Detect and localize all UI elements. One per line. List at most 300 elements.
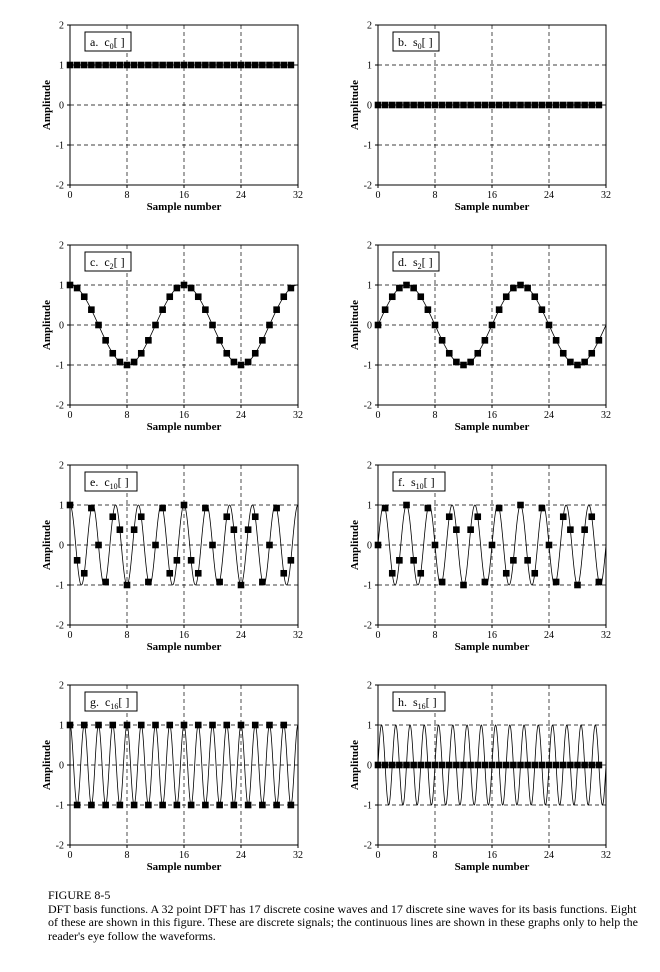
y-tick-label: 0: [59, 320, 64, 332]
x-tick-label: 16: [179, 630, 189, 641]
chart-d: [349, 241, 611, 434]
data-point: [231, 802, 238, 809]
data-point: [138, 722, 145, 729]
x-tick-label: 24: [236, 630, 246, 641]
y-tick-label: -2: [363, 400, 372, 412]
data-point: [188, 285, 195, 292]
data-point: [95, 322, 102, 329]
y-axis-label: Amplitude: [349, 739, 361, 791]
data-point: [195, 570, 202, 577]
data-point: [403, 102, 410, 109]
chart-f: [349, 461, 611, 654]
data-point: [396, 762, 403, 769]
data-point: [574, 362, 581, 369]
data-point: [560, 513, 567, 520]
data-point: [417, 570, 424, 577]
data-point: [482, 337, 489, 344]
data-point: [181, 282, 188, 289]
data-point: [131, 526, 138, 533]
data-point: [245, 526, 252, 533]
data-point: [567, 526, 574, 533]
data-point: [209, 542, 216, 549]
x-tick-label: 32: [293, 190, 303, 201]
x-tick-label: 24: [544, 190, 554, 201]
data-point: [81, 293, 88, 300]
y-tick-label: 0: [59, 540, 64, 552]
y-tick-label: 2: [59, 240, 64, 252]
x-tick-label: 0: [375, 410, 381, 421]
data-point: [596, 762, 603, 769]
data-point: [539, 306, 546, 313]
data-point: [238, 362, 245, 369]
chart-title: b. $s_0$[ ]: [398, 35, 433, 51]
x-axis-label: Sample number: [146, 201, 222, 213]
data-point: [517, 102, 524, 109]
data-point: [159, 306, 166, 313]
data-point: [460, 762, 467, 769]
data-point: [174, 557, 181, 564]
data-point: [95, 722, 102, 729]
data-point: [252, 62, 259, 69]
figure-title: FIGURE 8-5: [48, 888, 111, 902]
data-point: [596, 102, 603, 109]
data-point: [102, 337, 109, 344]
data-point: [446, 513, 453, 520]
data-point: [396, 285, 403, 292]
data-point: [266, 322, 273, 329]
data-point: [539, 505, 546, 512]
data-point: [460, 102, 467, 109]
data-point: [403, 502, 410, 509]
data-point: [496, 505, 503, 512]
data-point: [539, 762, 546, 769]
data-point: [560, 102, 567, 109]
data-point: [245, 359, 252, 366]
data-point: [145, 802, 152, 809]
data-point: [524, 102, 531, 109]
data-point: [259, 62, 266, 69]
data-point: [273, 306, 280, 313]
data-point: [474, 762, 481, 769]
data-point: [266, 542, 273, 549]
data-point: [288, 62, 295, 69]
x-tick-label: 32: [601, 850, 611, 861]
chart-a: [41, 21, 303, 214]
data-point: [216, 337, 223, 344]
data-point: [109, 513, 116, 520]
data-point: [425, 505, 432, 512]
data-point: [467, 526, 474, 533]
data-point: [474, 513, 481, 520]
x-tick-label: 32: [601, 410, 611, 421]
data-point: [223, 350, 230, 357]
data-point: [166, 293, 173, 300]
data-point: [553, 102, 560, 109]
data-point: [138, 350, 145, 357]
y-tick-label: -1: [55, 140, 64, 152]
x-tick-label: 32: [601, 630, 611, 641]
data-point: [81, 570, 88, 577]
data-point: [439, 337, 446, 344]
data-point: [588, 762, 595, 769]
data-point: [382, 102, 389, 109]
data-point: [138, 62, 145, 69]
y-tick-label: 0: [367, 540, 372, 552]
data-point: [524, 285, 531, 292]
data-point: [124, 362, 131, 369]
data-point: [102, 579, 109, 586]
x-axis-label: Sample number: [454, 201, 530, 213]
data-point: [117, 359, 124, 366]
data-point: [74, 285, 81, 292]
data-point: [524, 557, 531, 564]
y-tick-label: 1: [367, 60, 372, 72]
data-point: [88, 62, 95, 69]
x-tick-label: 8: [432, 850, 438, 861]
data-point: [588, 102, 595, 109]
data-point: [131, 802, 138, 809]
data-point: [531, 102, 538, 109]
data-point: [567, 102, 574, 109]
data-point: [453, 526, 460, 533]
data-point: [188, 62, 195, 69]
chart-h: [349, 681, 611, 874]
data-point: [588, 513, 595, 520]
data-point: [288, 285, 295, 292]
data-point: [489, 322, 496, 329]
x-axis-label: Sample number: [454, 861, 530, 873]
data-point: [524, 762, 531, 769]
data-point: [425, 306, 432, 313]
data-point: [581, 526, 588, 533]
data-point: [174, 802, 181, 809]
data-point: [389, 570, 396, 577]
data-point: [453, 102, 460, 109]
y-tick-label: 1: [367, 720, 372, 732]
chart-title: g. $c_{16}$[ ]: [90, 695, 130, 711]
data-point: [432, 102, 439, 109]
data-point: [288, 557, 295, 564]
y-tick-label: 0: [367, 100, 372, 112]
y-tick-label: -1: [363, 580, 372, 592]
data-point: [503, 293, 510, 300]
y-tick-label: -2: [55, 400, 64, 412]
x-tick-label: 0: [67, 630, 73, 641]
chart-b: [349, 21, 611, 214]
data-point: [460, 362, 467, 369]
data-point: [195, 722, 202, 729]
data-point: [531, 293, 538, 300]
data-point: [181, 502, 188, 509]
data-point: [439, 102, 446, 109]
data-point: [188, 557, 195, 564]
data-point: [560, 350, 567, 357]
data-point: [166, 722, 173, 729]
y-axis-label: Amplitude: [349, 79, 361, 131]
y-tick-label: 1: [59, 500, 64, 512]
data-point: [439, 762, 446, 769]
x-tick-label: 0: [67, 850, 73, 861]
y-tick-label: -1: [55, 360, 64, 372]
data-point: [460, 582, 467, 589]
y-tick-label: -2: [55, 180, 64, 192]
y-tick-label: 1: [59, 720, 64, 732]
data-point: [432, 762, 439, 769]
y-tick-label: 2: [59, 460, 64, 472]
data-point: [145, 579, 152, 586]
data-point: [266, 62, 273, 69]
data-point: [159, 802, 166, 809]
data-point: [531, 570, 538, 577]
data-point: [152, 322, 159, 329]
data-point: [245, 802, 252, 809]
data-point: [109, 62, 116, 69]
y-tick-label: 0: [59, 100, 64, 112]
data-point: [81, 62, 88, 69]
x-axis-label: Sample number: [146, 421, 222, 433]
data-point: [202, 505, 209, 512]
x-tick-label: 8: [124, 850, 130, 861]
data-point: [453, 762, 460, 769]
data-point: [560, 762, 567, 769]
data-point: [539, 102, 546, 109]
data-point: [581, 762, 588, 769]
data-point: [517, 762, 524, 769]
data-point: [489, 762, 496, 769]
data-point: [117, 802, 124, 809]
data-point: [174, 62, 181, 69]
x-tick-label: 8: [124, 630, 130, 641]
data-point: [124, 582, 131, 589]
figure-caption-text: DFT basis functions. A 32 point DFT has 17 discrete cosine waves and 17 discrete sine waves for its basis functions. Eight of these are shown in this figure. These are discrete signals; the continuous lines are shown in these graphs only to help the reader's eye follow the waveforms.: [48, 901, 638, 943]
data-point: [152, 62, 159, 69]
data-point: [482, 579, 489, 586]
data-point: [280, 62, 287, 69]
y-axis-label: Amplitude: [349, 519, 361, 571]
x-tick-label: 16: [487, 630, 497, 641]
data-point: [417, 762, 424, 769]
data-point: [496, 762, 503, 769]
data-point: [231, 359, 238, 366]
chart-e: [41, 461, 303, 654]
data-point: [510, 557, 517, 564]
x-tick-label: 24: [236, 190, 246, 201]
y-axis-label: Amplitude: [349, 299, 361, 351]
data-point: [496, 102, 503, 109]
data-point: [159, 62, 166, 69]
data-point: [482, 762, 489, 769]
data-point: [489, 542, 496, 549]
data-point: [231, 526, 238, 533]
data-point: [596, 579, 603, 586]
data-point: [510, 285, 517, 292]
data-point: [474, 102, 481, 109]
x-tick-label: 0: [67, 190, 73, 201]
chart-title: h. $s_{16}$[ ]: [398, 695, 437, 711]
data-point: [259, 802, 266, 809]
data-point: [446, 762, 453, 769]
y-tick-label: -1: [363, 800, 372, 812]
data-point: [195, 293, 202, 300]
y-tick-label: 1: [59, 60, 64, 72]
data-point: [531, 762, 538, 769]
data-point: [510, 762, 517, 769]
data-point: [238, 582, 245, 589]
y-tick-label: -2: [55, 620, 64, 632]
y-tick-label: 2: [59, 680, 64, 692]
data-point: [109, 350, 116, 357]
data-point: [223, 513, 230, 520]
data-point: [166, 570, 173, 577]
data-point: [188, 802, 195, 809]
data-point: [446, 102, 453, 109]
data-point: [389, 102, 396, 109]
x-tick-label: 24: [236, 410, 246, 421]
data-point: [124, 62, 131, 69]
data-point: [223, 62, 230, 69]
data-point: [216, 802, 223, 809]
x-tick-label: 8: [432, 190, 438, 201]
data-point: [259, 579, 266, 586]
data-point: [596, 337, 603, 344]
data-point: [95, 62, 102, 69]
data-point: [117, 526, 124, 533]
data-point: [553, 337, 560, 344]
data-point: [181, 722, 188, 729]
data-point: [496, 306, 503, 313]
x-axis-label: Sample number: [146, 861, 222, 873]
y-tick-label: -1: [55, 580, 64, 592]
x-tick-label: 24: [544, 850, 554, 861]
data-point: [446, 350, 453, 357]
data-point: [174, 285, 181, 292]
data-point: [546, 102, 553, 109]
data-point: [145, 62, 152, 69]
data-point: [417, 293, 424, 300]
x-tick-label: 8: [432, 410, 438, 421]
y-tick-label: 0: [367, 320, 372, 332]
y-tick-label: 2: [367, 460, 372, 472]
chart-title: d. $s_2$[ ]: [398, 255, 433, 271]
data-point: [216, 62, 223, 69]
data-point: [546, 322, 553, 329]
y-tick-label: -1: [363, 360, 372, 372]
data-point: [588, 350, 595, 357]
data-point: [152, 542, 159, 549]
y-tick-label: 1: [59, 280, 64, 292]
data-point: [95, 542, 102, 549]
data-point: [567, 762, 574, 769]
data-point: [489, 102, 496, 109]
data-point: [88, 505, 95, 512]
y-tick-label: -1: [363, 140, 372, 152]
y-tick-label: 2: [367, 20, 372, 32]
y-tick-label: 0: [367, 760, 372, 772]
x-tick-label: 0: [375, 630, 381, 641]
data-point: [396, 102, 403, 109]
data-point: [389, 762, 396, 769]
data-point: [131, 62, 138, 69]
data-point: [453, 359, 460, 366]
data-point: [202, 62, 209, 69]
x-tick-label: 32: [601, 190, 611, 201]
chart-c: [41, 241, 303, 434]
x-tick-label: 16: [487, 190, 497, 201]
data-point: [467, 102, 474, 109]
data-point: [439, 579, 446, 586]
data-point: [231, 62, 238, 69]
data-point: [553, 762, 560, 769]
data-point: [574, 762, 581, 769]
data-point: [152, 722, 159, 729]
y-tick-label: -2: [363, 840, 372, 852]
data-point: [396, 557, 403, 564]
data-point: [81, 722, 88, 729]
data-point: [209, 322, 216, 329]
data-point: [546, 762, 553, 769]
data-point: [181, 62, 188, 69]
data-point: [382, 762, 389, 769]
x-tick-label: 0: [375, 850, 381, 861]
data-point: [131, 359, 138, 366]
data-point: [74, 62, 81, 69]
data-point: [252, 722, 259, 729]
x-axis-label: Sample number: [454, 641, 530, 653]
chart-g: [41, 681, 303, 874]
data-point: [124, 722, 131, 729]
data-point: [102, 62, 109, 69]
data-point: [273, 62, 280, 69]
data-point: [382, 505, 389, 512]
chart-title: c. $c_2$[ ]: [90, 255, 125, 271]
x-axis-label: Sample number: [454, 421, 530, 433]
data-point: [553, 579, 560, 586]
x-tick-label: 0: [67, 410, 73, 421]
y-tick-label: -2: [363, 180, 372, 192]
data-point: [474, 350, 481, 357]
data-point: [273, 505, 280, 512]
data-point: [467, 762, 474, 769]
data-point: [280, 293, 287, 300]
data-point: [223, 722, 230, 729]
x-tick-label: 16: [179, 190, 189, 201]
x-tick-label: 8: [124, 410, 130, 421]
data-point: [417, 102, 424, 109]
data-point: [581, 359, 588, 366]
y-tick-label: 2: [367, 240, 372, 252]
x-tick-label: 0: [375, 190, 381, 201]
y-tick-label: 1: [367, 500, 372, 512]
x-tick-label: 32: [293, 850, 303, 861]
figure-caption: [48, 889, 648, 943]
data-point: [166, 62, 173, 69]
y-axis-label: Amplitude: [41, 79, 53, 131]
y-tick-label: -2: [55, 840, 64, 852]
data-point: [202, 306, 209, 313]
x-tick-label: 16: [179, 850, 189, 861]
data-point: [432, 542, 439, 549]
data-point: [280, 722, 287, 729]
data-point: [517, 282, 524, 289]
data-point: [238, 722, 245, 729]
data-point: [574, 582, 581, 589]
data-point: [252, 350, 259, 357]
data-point: [567, 359, 574, 366]
data-point: [245, 62, 252, 69]
data-point: [109, 722, 116, 729]
data-point: [209, 62, 216, 69]
y-tick-label: -2: [363, 620, 372, 632]
